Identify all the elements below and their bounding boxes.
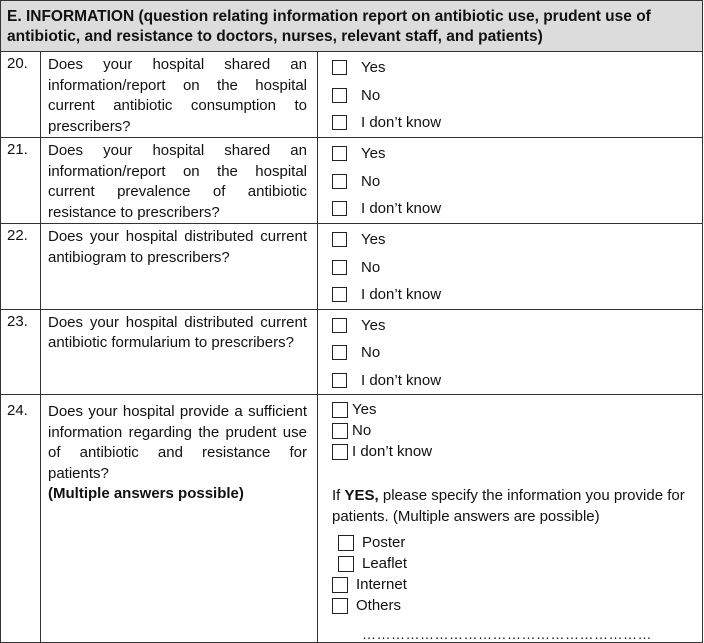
option-dont-know[interactable] [332, 195, 702, 223]
specify-blank-line[interactable]: …………………………………………………… [362, 626, 652, 642]
question-note: (Multiple answers possible) [48, 485, 244, 502]
option-yes[interactable] [332, 312, 702, 340]
option-label: No [361, 258, 381, 276]
option-yes[interactable] [332, 54, 702, 82]
followup-bold: YES, [344, 487, 379, 504]
question-number: 20. [1, 52, 41, 138]
followup-prefix: If [332, 487, 341, 504]
question-text: Does your hospital shared an information/report on the hospital current prevalence of antibiotic resistance to prescribers? [41, 138, 318, 224]
option-label: No [361, 172, 381, 190]
option-label: I don’t know [361, 200, 442, 218]
checkbox[interactable] [332, 260, 347, 275]
question-number: 23. [1, 309, 41, 395]
option-leaflet[interactable] [338, 553, 702, 574]
answer-options [318, 138, 703, 224]
option-label: Yes [361, 145, 386, 163]
checkbox[interactable] [332, 318, 347, 333]
checkbox[interactable] [332, 146, 347, 161]
option-label: No [352, 422, 372, 439]
option-label: Poster [362, 534, 406, 551]
question-number: 21. [1, 138, 41, 224]
question-text: Does your hospital distributed current antibiotic formularium to prescribers? [41, 309, 318, 395]
question-number: 22. [1, 224, 41, 310]
option-label: Yes [352, 401, 377, 418]
option-label: Yes [361, 316, 386, 334]
question-text-block [41, 395, 318, 643]
checkbox[interactable] [332, 60, 347, 75]
answer-options [318, 52, 703, 138]
question-text: Does your hospital provide a sufficient information regarding the prudent use of antibiotic and resistance for patients? [48, 403, 307, 482]
option-label: I don’t know [352, 443, 433, 460]
option-dont-know[interactable] [332, 367, 702, 395]
option-dont-know[interactable] [332, 441, 702, 462]
option-yes[interactable] [332, 140, 702, 168]
option-label: Internet [356, 576, 407, 593]
option-no[interactable] [332, 82, 702, 110]
question-text: Does your hospital shared an information/report on the hospital current antibiotic consumption to prescribers? [41, 52, 318, 138]
question-row [1, 224, 703, 310]
question-number: 24. [1, 395, 41, 643]
checkbox[interactable] [332, 115, 347, 130]
option-label: I don’t know [361, 286, 442, 304]
info-type-options [338, 532, 702, 616]
option-label: Yes [361, 59, 386, 77]
checkbox[interactable] [332, 402, 348, 418]
option-dont-know[interactable] [332, 109, 702, 137]
question-text: Does your hospital distributed current antibiogram to prescribers? [41, 224, 318, 310]
checkbox[interactable] [332, 88, 347, 103]
checkbox[interactable] [332, 577, 348, 593]
answer-options [318, 309, 703, 395]
option-no[interactable] [332, 420, 702, 441]
option-no[interactable] [332, 339, 702, 367]
checkbox[interactable] [332, 598, 348, 614]
checkbox[interactable] [332, 201, 347, 216]
option-label: Yes [361, 231, 386, 249]
checkbox[interactable] [332, 373, 347, 388]
section-title: E. INFORMATION (question relating information report on antibiotic use, prudent use of antibiotic, and resistance to doctors, nurses, relevant staff, and patients) [1, 1, 703, 52]
option-dont-know[interactable] [332, 281, 702, 309]
option-label: Others [356, 597, 402, 614]
option-label: No [361, 344, 381, 362]
checkbox[interactable] [338, 535, 354, 551]
answer-options [318, 224, 703, 310]
checkbox[interactable] [332, 232, 347, 247]
question-row [1, 395, 703, 643]
checkbox[interactable] [332, 444, 348, 460]
option-label: I don’t know [361, 371, 442, 389]
question-row [1, 138, 703, 224]
checkbox[interactable] [332, 287, 347, 302]
checkbox[interactable] [332, 345, 347, 360]
option-label: I don’t know [361, 114, 442, 132]
option-yes[interactable] [332, 399, 702, 420]
checkbox[interactable] [332, 174, 347, 189]
checkbox[interactable] [332, 423, 348, 439]
option-yes[interactable] [332, 226, 702, 254]
followup-instruction [332, 485, 702, 527]
checkbox[interactable] [338, 556, 354, 572]
option-poster[interactable] [338, 532, 702, 553]
option-internet[interactable] [332, 574, 702, 595]
option-label: No [361, 86, 381, 104]
answer-options [318, 395, 703, 643]
option-others[interactable] [332, 595, 702, 616]
option-label: Leaflet [362, 555, 408, 572]
question-row [1, 309, 703, 395]
option-no[interactable] [332, 254, 702, 282]
section-header-row [1, 1, 703, 52]
question-row [1, 52, 703, 138]
followup-text: please specify the information you provide for patients. (Multiple answers are possible) [332, 487, 685, 525]
option-no[interactable] [332, 168, 702, 196]
